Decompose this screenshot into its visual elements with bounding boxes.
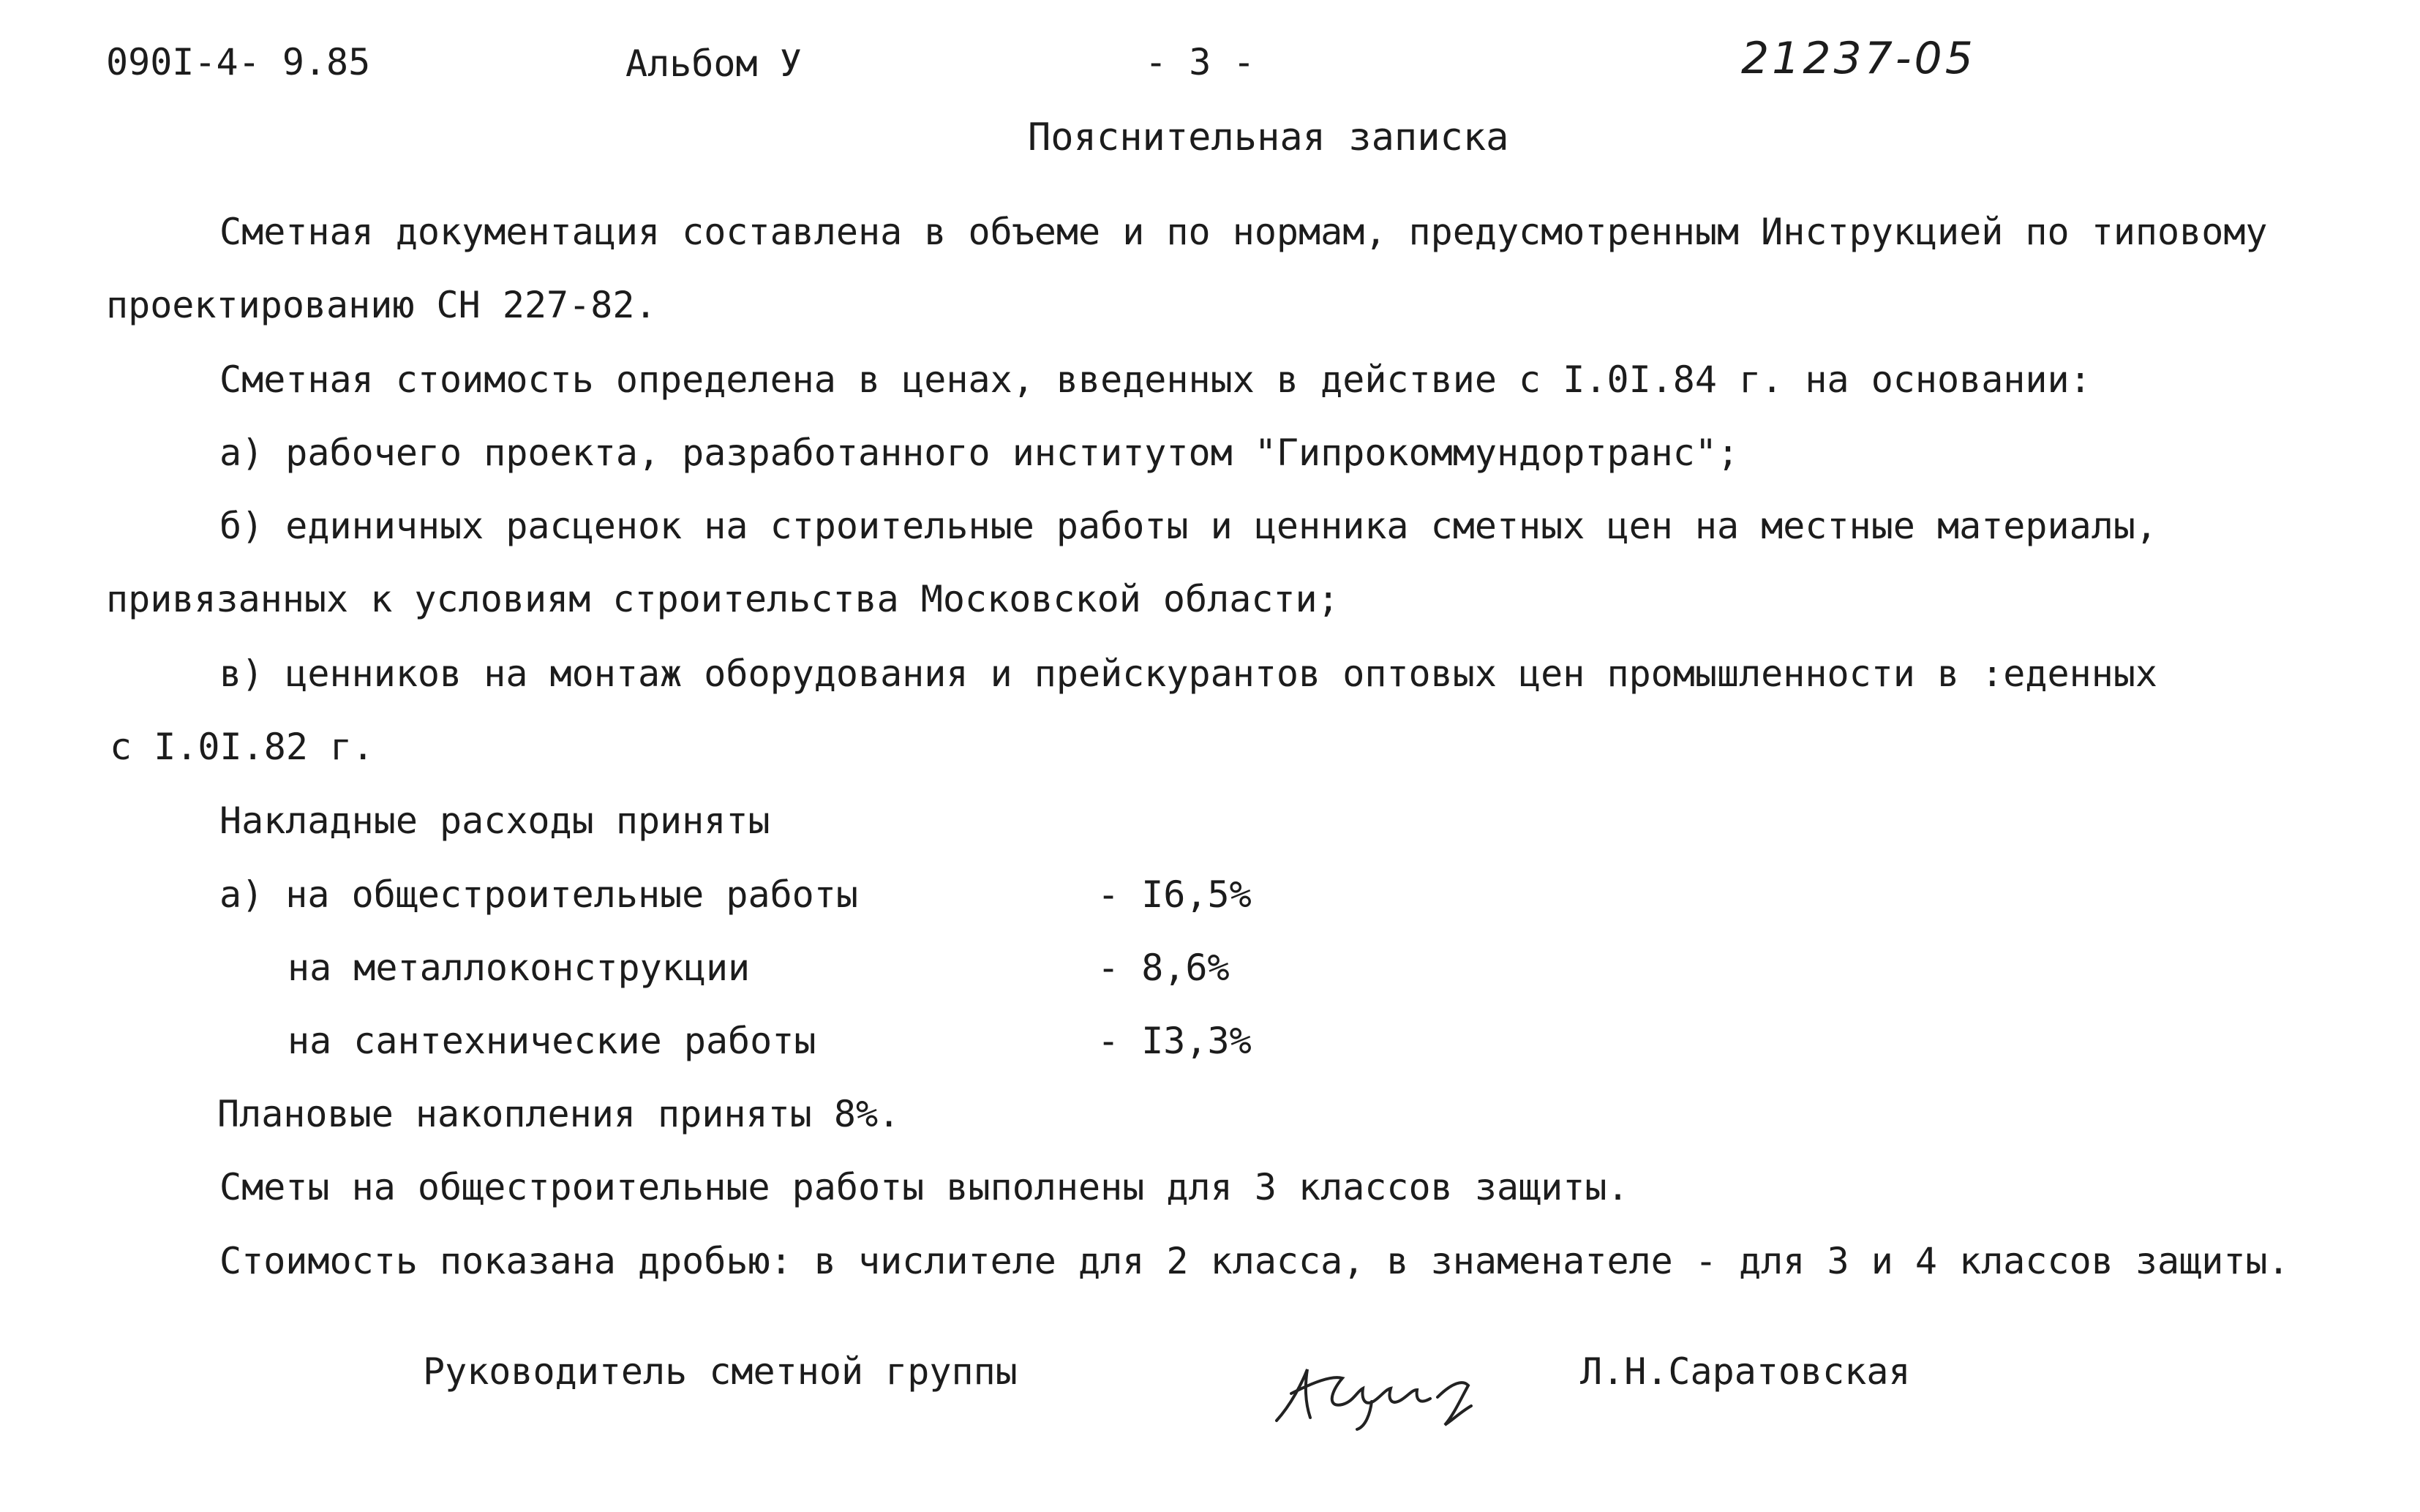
list-item-b-line-1: б) единичных расценок на строительные работы и ценника сметных цен на местные материалы, bbox=[219, 505, 2158, 547]
fraction-note: Стоимость показана дробью: в числителе для 2 класса, в знаменателе - для 3 и 4 классов защиты. bbox=[219, 1240, 2290, 1282]
paragraph-1-line-1: Сметная документация составлена в объеме и по нормам, предусмотренным Инструкцией по типовому bbox=[219, 211, 2268, 253]
list-item-c-line-1: в) ценников на монтаж оборудования и прейскурантов оптовых цен промышленности в :еденных bbox=[219, 652, 2158, 695]
list-item-c-line-2: с I.0I.82 г. bbox=[110, 726, 375, 768]
overheads-intro: Накладные расходы приняты bbox=[219, 800, 770, 842]
paragraph-2: Сметная стоимость определена в ценах, введенных в действие с I.0I.84 г. на основании: bbox=[219, 358, 2092, 401]
signature-image bbox=[1262, 1353, 1489, 1434]
page-number: - 3 - bbox=[1145, 41, 1255, 83]
list-item-b-line-2: привязанных к условиям строительства Московской области; bbox=[106, 578, 1339, 620]
album-label: Альбом У bbox=[625, 42, 802, 85]
overhead-label: на металлоконструкции bbox=[288, 947, 751, 989]
overhead-value: - I6,5% bbox=[1097, 873, 1252, 916]
sheet-number: 21237-05 bbox=[1741, 33, 1976, 84]
overhead-value: - 8,6% bbox=[1097, 947, 1230, 989]
overhead-label: а) на общестроительные работы bbox=[219, 873, 858, 916]
estimates-note: Сметы на общестроительные работы выполнены для 3 классов защиты. bbox=[219, 1166, 1629, 1208]
planned-savings: Плановые накопления приняты 8%. bbox=[217, 1093, 901, 1135]
overhead-value: - I3,3% bbox=[1097, 1020, 1252, 1062]
signoff-role: Руководитель сметной группы bbox=[423, 1350, 1018, 1393]
page-title: Пояснительная записка bbox=[1028, 116, 1509, 159]
doc-code: 090I-4- 9.85 bbox=[106, 41, 371, 83]
list-item-a: а) рабочего проекта, разработанного институтом "Гипрокоммундортранс"; bbox=[219, 432, 1740, 474]
paragraph-1-line-2: проектированию СН 227-82. bbox=[106, 284, 657, 326]
signoff-name: Л.Н.Саратовская bbox=[1580, 1350, 1911, 1393]
overhead-label: на сантехнические работы bbox=[288, 1020, 816, 1062]
